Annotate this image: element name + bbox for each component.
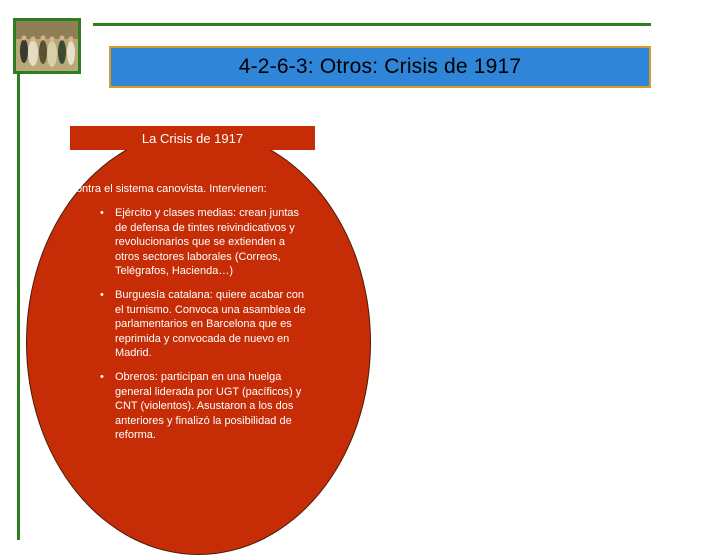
panel-header-label: La Crisis de 1917 [141,130,244,146]
panel-content [56,182,376,453]
list-item-text: Burguesía catalana: quiere acabar con el turnismo. Convoca una asamblea de parlamentarios en Barcelona que es reprimida y convocada de nuevo en Madrid. [115,289,306,360]
bullet-icon: • [58,183,62,195]
top-horizontal-rule [93,23,651,26]
bullet-icon: • [100,207,104,220]
intro-text: Contra el sistema canovista. Intervienen: [68,183,267,195]
list-item [100,206,311,278]
list-item-text: Ejército y clases medias: crean juntas de defensa de tintes reivindicativos y revolucionarios que se extienden a otros sectores laborales (Correos, Telégrafos, Hacienda…) [115,207,300,278]
list-item [100,288,311,360]
slide-title: 4-2-6-3: Otros: Crisis de 1917 [238,55,522,78]
list-item-text: Obreros: participan en una huelga general liderada por UGT (pacíficos) y CNT (violentos). Asustaron a los dos anteriores y finalizó la posibilidad de reforma. [115,371,302,442]
bullet-icon: • [100,371,104,384]
list-item [100,370,311,442]
bullet-icon: • [100,289,104,302]
intro-bullet [56,182,376,196]
painting-thumbnail [13,18,81,74]
slide-title-box [109,46,651,88]
painting-image [16,21,78,71]
panel-header-tab [70,126,315,150]
left-vertical-rule [17,74,20,540]
